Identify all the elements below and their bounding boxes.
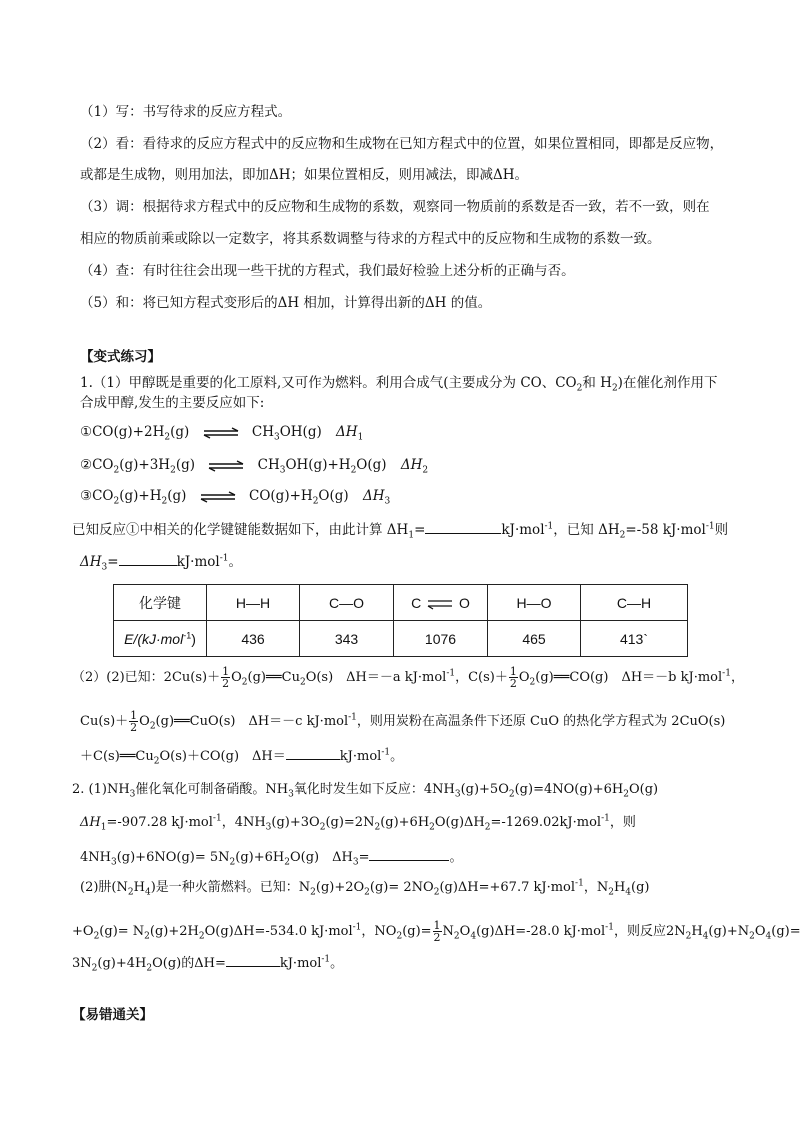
step-2-cont: 或都是生成物，则用加法，即加ΔH；如果位置相反，则用减法，即减ΔH。 (80, 167, 529, 183)
q1-ask-line1: 已知反应①中相关的化学键键能数据如下，由此计算 $\Delta H_1= kJ\cdot mol^{-1}$，已知 $\Delta H_2=-58$ kJ·mol$^{-1}$则 (72, 521, 729, 541)
reaction-1: $①CO(g)+2H_2(g)$ $CH_3OH(g)$ $\Delta H_1$ (80, 424, 364, 443)
table-row (114, 621, 688, 657)
answer-blank[interactable] (286, 746, 340, 760)
step-4: （4）查：有时往往会出现一些干扰的方程式，我们最好检验上述分析的正确与否。 (80, 263, 575, 279)
table-cell: 465 (488, 621, 581, 657)
step-5: （5）和：将已知方程式变形后的ΔH 相加，计算得出新的ΔH 的值。 (80, 295, 492, 311)
table-row (114, 585, 688, 621)
q1-part2-line2: Cu(s)＋ $\frac{1}{2}$ $O_2(g)══CuO(s)$ ΔH＝－c kJ·mol$^{-1}$，则用炭粉在高温条件下还原 CuO 的热化学方程式为 2CuO(s) (80, 709, 726, 734)
q1-part2-line1: （2）(2)已知：2Cu(s)＋ $\frac{1}{2}$ $O_2(g)══Cu_2O(s)$ ΔH＝－a kJ·mol$^{-1}$，C(s)＋ $\frac{1}{2}$ $O_2(g)══CO(g)$ ΔH＝－b kJ·mol$^{-1}$， (72, 665, 744, 690)
table-row-label: E/(kJ·mol$^{-1}$) (114, 621, 207, 657)
step-3: （3）调：根据待求方程式中的反应物和生成物的系数，观察同一物质前的系数是否一致，若不一致，则在 (80, 199, 710, 215)
answer-blank[interactable] (119, 552, 177, 566)
q1-intro-line2: 合成甲醇,发生的主要反应如下: (80, 395, 265, 411)
table-cell: 1076 (394, 621, 488, 657)
double-bond-arrow-icon (427, 598, 453, 610)
step-1: （1）写：书写待求的反应方程式。 (80, 104, 292, 120)
q1-ask-line2: $\Delta H_3= kJ\cdot mol^{-1}$。 (80, 553, 242, 573)
fraction-one-half: $\frac{1}{2}$ (433, 919, 441, 944)
q2-line6: $3N_2(g)+4H_2O(g)$的ΔH= kJ·mol$^{-1}$。 (72, 954, 344, 974)
table-header-cell: H—O (488, 585, 581, 621)
step-2: （2）看：看待求的反应方程式中的反应物和生成物在已知方程式中的位置，如果位置相同，即都是反应物， (80, 136, 724, 152)
section-title-mistakes: 【易错通关】 (72, 1007, 153, 1023)
table-header-cell: 化学键 (114, 585, 207, 621)
q2-line4: (2)肼$(N_2H_4)$是一种火箭燃料。已知：$N_2(g)+2O_2(g)= 2NO_2(g)\Delta H=+67.7$ kJ·mol$^{-1}$，$N_2H_4(g)$ (80, 878, 650, 898)
answer-blank[interactable] (226, 953, 280, 967)
table-cell: 436 (207, 621, 300, 657)
section-title-practice: 【变式练习】 (80, 349, 161, 365)
answer-blank[interactable] (369, 847, 449, 861)
equilibrium-arrow-icon (207, 461, 245, 471)
q2-line3: $4NH_3(g)+6NO(g)= 5N_2(g)+6H_2O(g)$ $\Delta H_3=$ 。 (80, 847, 462, 867)
q2-line5: $+O_2(g)= N_2(g)+2H_2O(g)\Delta H=-534.0$ kJ·mol$^{-1}$，$NO_2(g)=$ $\frac{1}{2}$ $N_2O_4(g)\Delta H=-28.0$ kJ·mol$^{-1}$，则反应$2N_2H_4(g)+N_2O_4(g)=$ (72, 919, 801, 944)
bond-energy-table (113, 584, 688, 657)
table-cell: 343 (300, 621, 394, 657)
q2-line1: 2. $(1)NH_3$催化氧化可制备硝酸。$NH_3$氧化时发生如下反应：$4NH_3(g)+5O_2(g)=4NO(g)+6H_2O(g)$ (72, 782, 659, 800)
reaction-3: $③CO_2(g)+H_2(g)$ $CO(g)+H_2O(g)$ $\Delta H_3$ (80, 488, 391, 507)
equilibrium-arrow-icon (199, 492, 237, 502)
fraction-one-half: $\frac{1}{2}$ (222, 665, 230, 690)
q2-line2: $\Delta H_1=-907.28$ kJ·mol$^{-1}$，$4NH_3(g)+3O_2(g)=2N_2(g)+6H_2O(g)\Delta H_2=-1269.02kJ\cdot mol^{-1}$，则 (80, 813, 636, 833)
reaction-2: $②CO_2(g)+3H_2(g)$ $CH_3OH(g)+H_2O(g)$ $\Delta H_2$ (80, 457, 429, 476)
answer-blank[interactable] (425, 520, 501, 534)
fraction-one-half: $\frac{1}{2}$ (130, 709, 138, 734)
table-cell: 413` (581, 621, 688, 657)
table-header-cell: C O (394, 585, 488, 621)
table-header-cell: H—H (207, 585, 300, 621)
q1-part2-line3: $+C(s)══Cu_2O(s)+CO(g)$ ΔH＝ kJ·mol$^{-1}$。 (80, 747, 404, 767)
fraction-one-half: $\frac{1}{2}$ (509, 665, 517, 690)
equilibrium-arrow-icon (202, 428, 240, 438)
step-3-cont: 相应的物质前乘或除以一定数字，将其系数调整与待求的方程式中的反应物和生成物的系数一致。 (80, 231, 661, 247)
table-header-cell: C—H (581, 585, 688, 621)
table-header-cell: C—O (300, 585, 394, 621)
q1-intro-line1: 1.（1）甲醇既是重要的化工原料,又可作为燃料。利用合成气(主要成分为 CO、$CO_2$和 $H_2$)在催化剂作用下 (80, 375, 718, 394)
